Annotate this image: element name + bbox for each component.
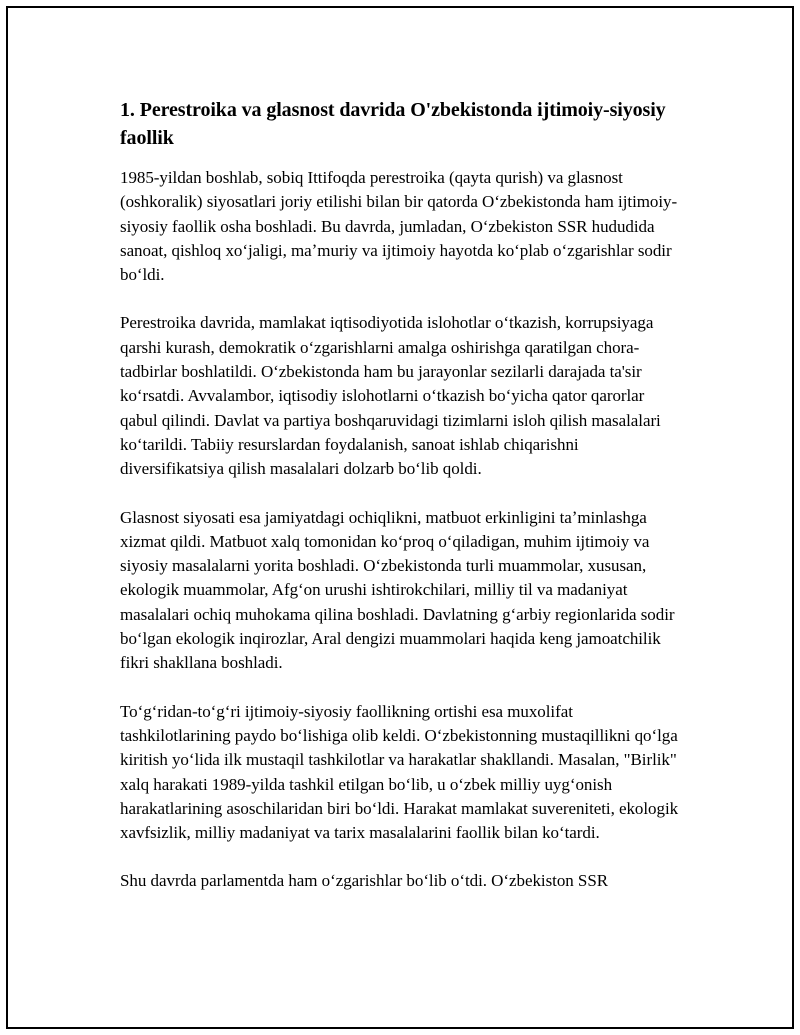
document-body (120, 96, 680, 918)
page-frame (6, 6, 794, 1029)
paragraph-3: Glasnost siyosati esa jamiyatdagi ochiqlikni, matbuot erkinligini taʼminlashga xizmat qildi. Matbuot xalq tomonidan koʻproq oʻqiladigan, muhim ijtimoiy va siyosiy masalalarni yorita boshladi. Oʻzbekistonda turli muammolar, xususan, ekologik muammolar, Afgʻon urushi ishtirokchilari, milliy til va madaniyat masalalari ochiq muhokama qilina boshladi. Davlatning gʻarbiy regionlarida sodir boʻlgan ekologik inqirozlar, Aral dengizi muammolari haqida keng jamoatchilik fikri shakllana boshladi. (120, 507, 675, 673)
section-heading: 1. Perestroika va glasnost davrida O'zbekistonda ijtimoiy-siyosiy faollik (120, 99, 666, 149)
paragraph-4: Toʻgʻridan-toʻgʻri ijtimoiy-siyosiy faollikning ortishi esa muxolifat tashkilotlarining paydo boʻlishiga olib keldi. Oʻzbekistonning mustaqillikni qoʻlga kiritish yoʻlida ilk mustaqil tashkilotlar va harakatlar shakllandi. Masalan, "Birlik" xalq harakati 1989-yilda tashkil etilgan boʻlib, u oʻzbek milliy uygʻonish harakatlarining asoschilaridan biri boʻldi. Harakat mamlakat suvereniteti, ekologik xavfsizlik, milliy madaniyat va tarix masalalarini faollik bilan koʻtardi. (120, 701, 679, 843)
paragraph-1: 1985-yildan boshlab, sobiq Ittifoqda perestroika (qayta qurish) va glasnost (oshkoralik) siyosatlari joriy etilishi bilan bir qatorda Oʻzbekistonda ham ijtimoiy-siyosiy faollik osha boshladi. Bu davrda, jumladan, Oʻzbekiston SSR hududida sanoat, qishloq xoʻjaligi, maʼmuriy va ijtimoiy hayotda koʻplab oʻzgarishlar sodir boʻldi. (120, 168, 678, 285)
paragraph-2: Perestroika davrida, mamlakat iqtisodiyotida islohotlar oʻtkazish, korrupsiyaga qarshi kurash, demokratik oʻzgarishlarni amalga oshirishga qaratilgan chora-tadbirlar boshlatildi. Oʻzbekistonda ham bu jarayonlar sezilarli darajada ta'sir koʻrsatdi. Avvalambor, iqtisodiy islohotlarni oʻtkazish boʻyicha qator qarorlar qabul qilindi. Davlat va partiya boshqaruvidagi tizimlarni isloh qilish masalalari koʻtarildi. Tabiiy resurslardan foydalanish, sanoat ishlab chiqarishni diversifikatsiya qilish masalalari dolzarb boʻlib qoldi. (120, 313, 661, 479)
paragraph-5: Shu davrda parlamentda ham oʻzgarishlar boʻlib oʻtdi. Oʻzbekiston SSR (120, 871, 609, 891)
